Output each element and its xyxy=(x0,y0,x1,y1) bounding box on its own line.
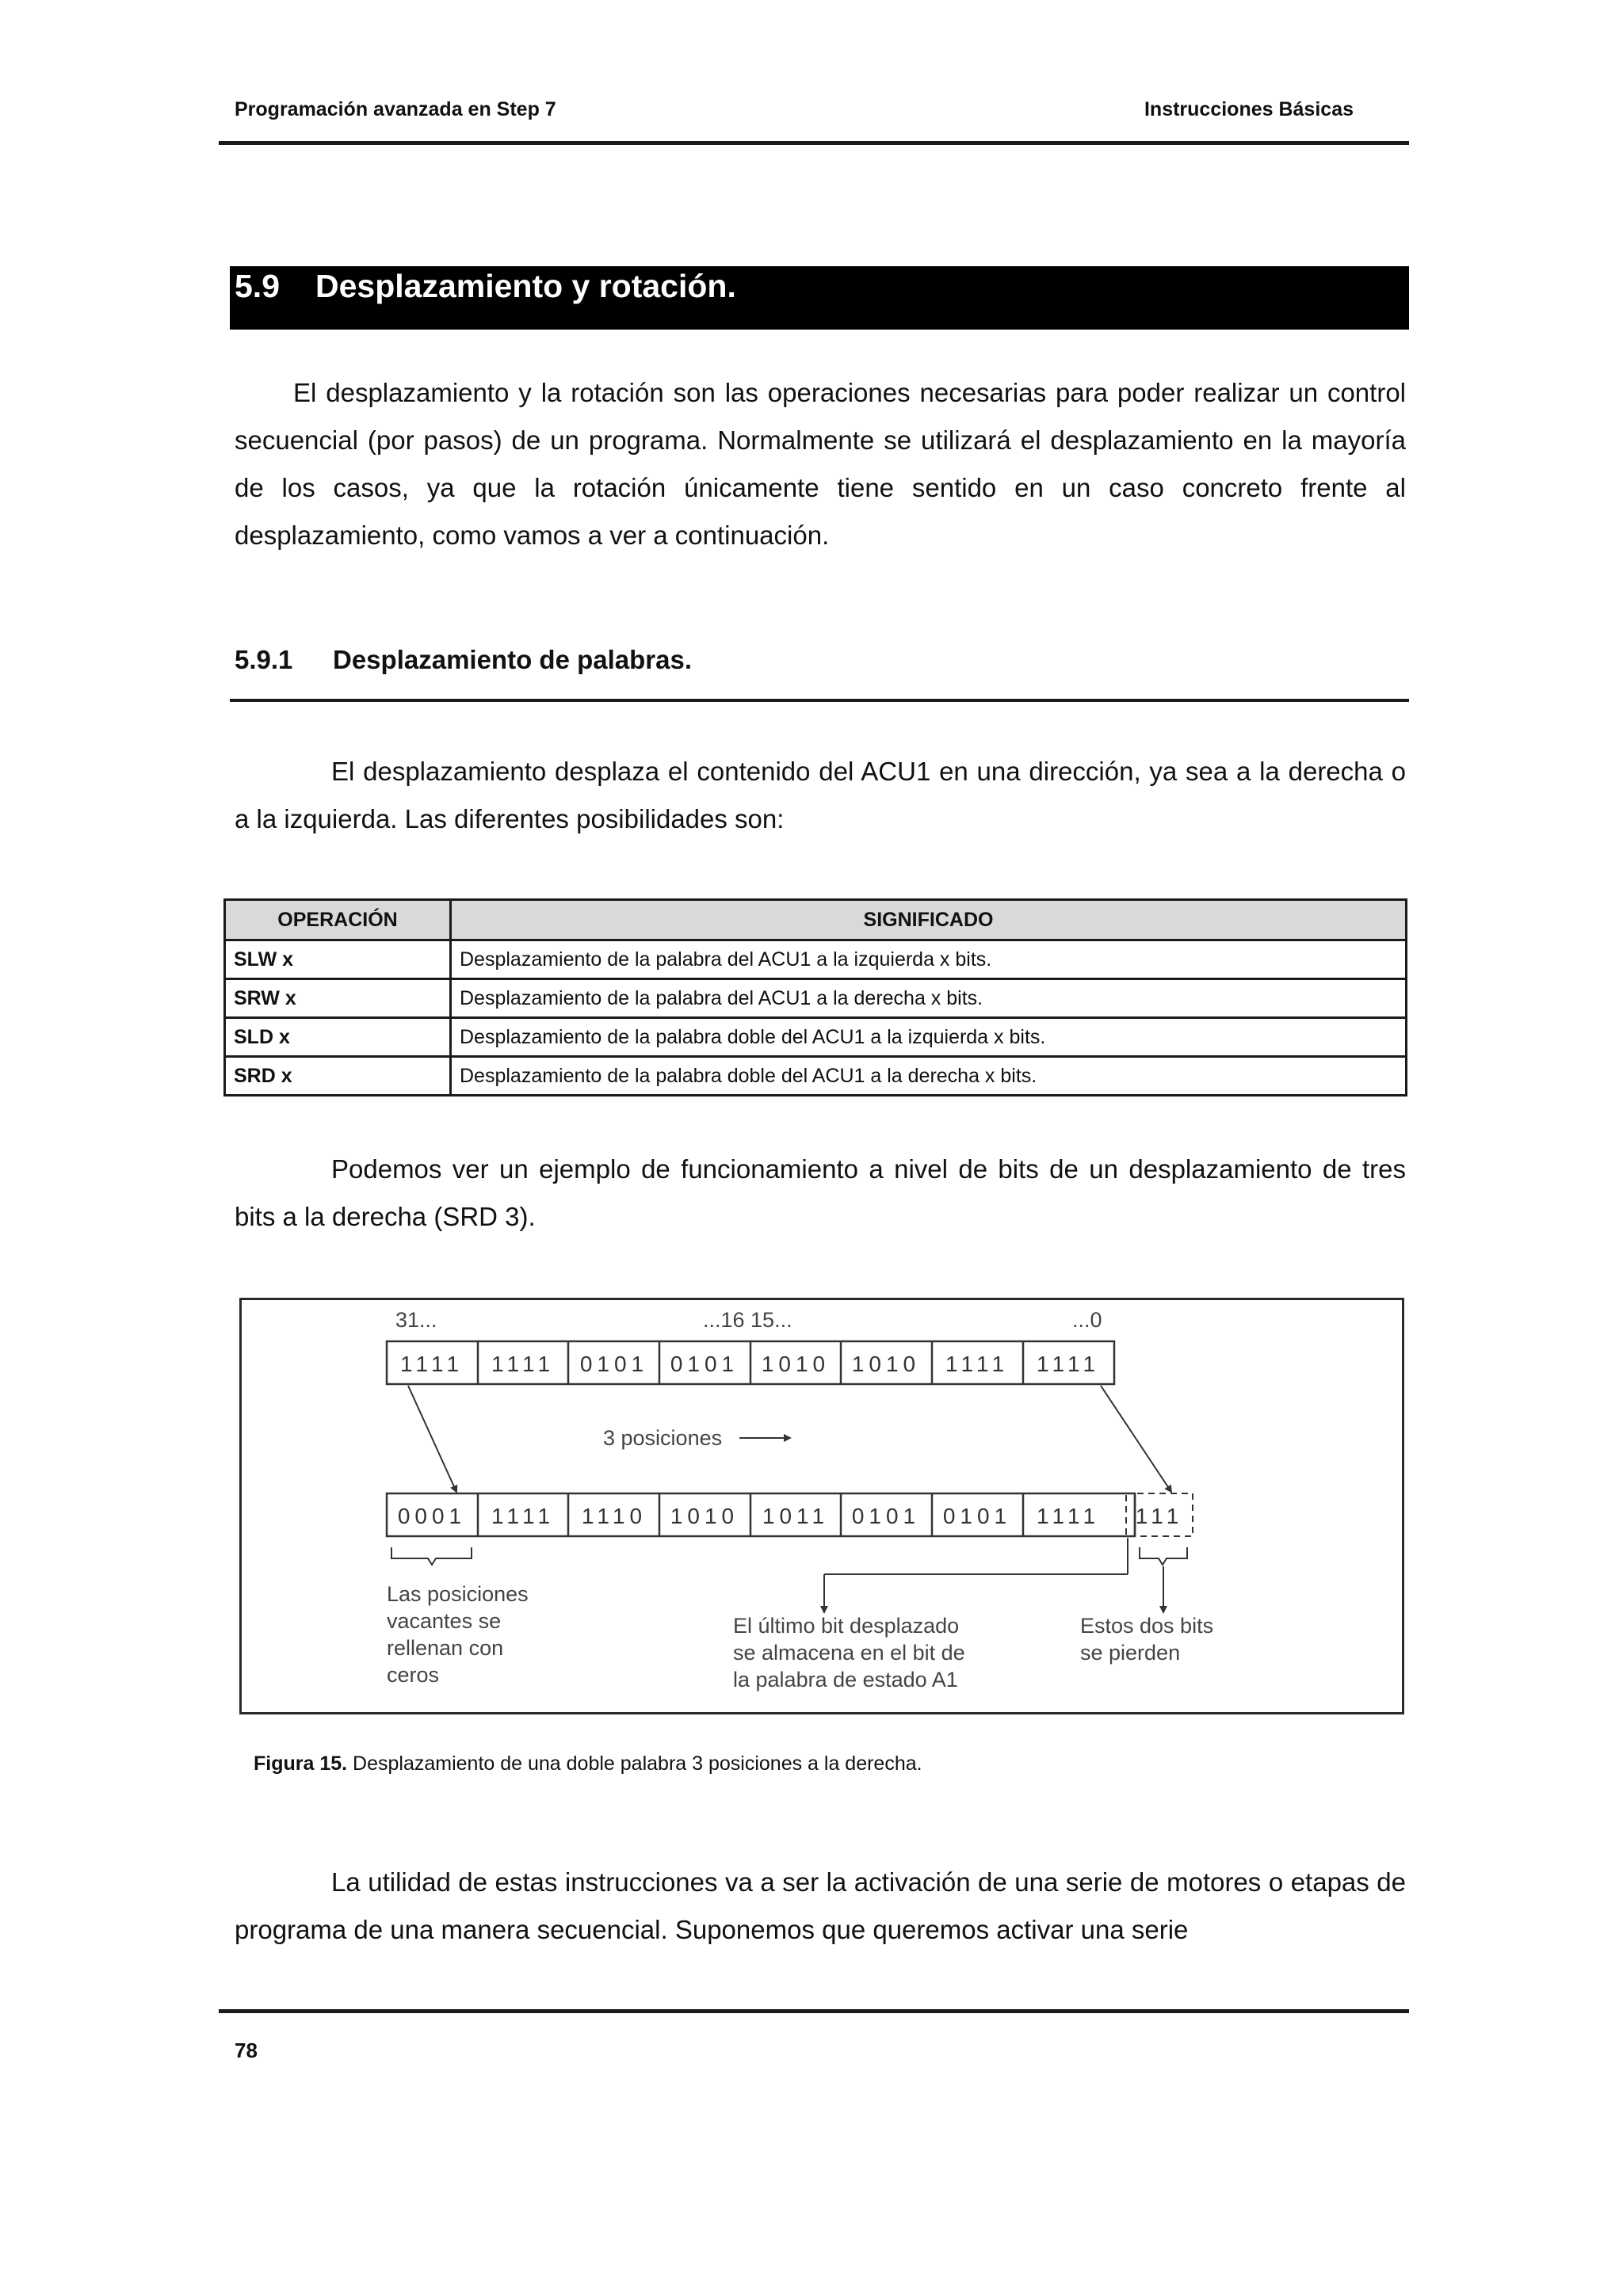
label-bit31: 31... xyxy=(395,1308,437,1332)
note-lost-line: Estos dos bits xyxy=(1080,1614,1214,1638)
page-footer xyxy=(219,2009,1409,2062)
top-nibble: 1111 xyxy=(491,1352,556,1376)
table-cell-operation: SRW x xyxy=(225,979,451,1018)
closing-paragraph xyxy=(235,1859,1406,1954)
example-paragraph-text: Podemos ver un ejemplo de funcionamiento a nivel de bits de un desplazamiento de tres bits a la derecha (SRD 3). xyxy=(235,1154,1406,1231)
section-number: 5.9 xyxy=(235,268,280,304)
lost-bits: 111 xyxy=(1135,1504,1184,1528)
table-header-operation: OPERACIÓN xyxy=(225,900,451,940)
bottom-register xyxy=(387,1493,1193,1536)
table-cell-operation: SRD x xyxy=(225,1057,451,1096)
note-vacant-line: ceros xyxy=(387,1663,440,1687)
top-nibble: 1010 xyxy=(851,1352,921,1376)
header-book-title: Programación avanzada en Step 7 xyxy=(235,98,556,120)
shift-label: 3 posiciones xyxy=(603,1426,723,1450)
label-bit0: ...0 xyxy=(1072,1308,1102,1332)
figure-caption xyxy=(254,1753,922,1775)
bottom-nibble: 0001 xyxy=(397,1504,467,1528)
bottom-nibble: 0101 xyxy=(851,1504,921,1528)
bottom-nibble: 0101 xyxy=(942,1504,1012,1528)
operations-table xyxy=(223,898,1407,1097)
closing-paragraph-text: La utilidad de estas instrucciones va a ser la activación de una serie de motores o etapas de programa de una manera secuencial. Suponemos que queremos activar una serie xyxy=(235,1867,1406,1944)
bottom-nibble: 1110 xyxy=(581,1504,647,1528)
caption-label: Figura 15. xyxy=(254,1753,348,1775)
top-nibble: 1111 xyxy=(399,1352,464,1376)
subsection-paragraph xyxy=(235,748,1406,843)
bottom-nibble: 1010 xyxy=(670,1504,739,1528)
top-nibble: 1111 xyxy=(1036,1352,1101,1376)
top-nibble: 1111 xyxy=(945,1352,1010,1376)
header-chapter-title: Instrucciones Básicas xyxy=(1144,98,1354,120)
right-shift-arrow xyxy=(1101,1386,1171,1492)
table-cell-meaning: Desplazamiento de la palabra doble del ACU1 a la derecha x bits. xyxy=(451,1057,1407,1096)
top-register xyxy=(387,1341,1114,1384)
table-row xyxy=(225,1057,1407,1096)
table-cell-operation: SLD x xyxy=(225,1018,451,1057)
section-heading xyxy=(230,266,1409,330)
page-header xyxy=(219,97,1409,145)
note-vacant-line: vacantes se xyxy=(387,1609,502,1633)
left-shift-arrow xyxy=(408,1386,456,1492)
subsection-title: Desplazamiento de palabras. xyxy=(333,645,692,674)
top-nibble: 1010 xyxy=(761,1352,831,1376)
top-nibble: 0101 xyxy=(670,1352,739,1376)
lost-bits-brace xyxy=(1140,1547,1187,1565)
label-bit16-15: ...16 15... xyxy=(703,1308,792,1332)
note-vacant-line: rellenan con xyxy=(387,1636,504,1660)
vacant-brace xyxy=(391,1547,472,1565)
subsection-heading xyxy=(230,639,1409,702)
table-row xyxy=(225,1018,1407,1057)
note-a1-line: El último bit desplazado xyxy=(733,1614,960,1638)
top-nibble: 0101 xyxy=(579,1352,649,1376)
table-header-meaning: SIGNIFICADO xyxy=(451,900,1407,940)
bottom-nibble: 1111 xyxy=(1036,1504,1101,1528)
table-row xyxy=(225,940,1407,979)
table-cell-operation: SLW x xyxy=(225,940,451,979)
example-paragraph xyxy=(235,1146,1406,1241)
note-a1-line: la palabra de estado A1 xyxy=(733,1668,958,1691)
caption-text: Desplazamiento de una doble palabra 3 posiciones a la derecha. xyxy=(347,1753,922,1775)
section-title: Desplazamiento y rotación. xyxy=(315,268,736,304)
table-row xyxy=(225,979,1407,1018)
note-lost-line: se pierden xyxy=(1080,1641,1181,1665)
bottom-nibble: 1011 xyxy=(762,1504,830,1528)
note-vacant-line: Las posiciones xyxy=(387,1582,529,1606)
table-cell-meaning: Desplazamiento de la palabra del ACU1 a la izquierda x bits. xyxy=(451,940,1407,979)
page-number: 78 xyxy=(235,2039,258,2062)
subsection-paragraph-text: El desplazamiento desplaza el contenido del ACU1 en una dirección, ya sea a la derecha o a la izquierda. Las diferentes posibilidades son: xyxy=(235,757,1406,833)
subsection-number: 5.9.1 xyxy=(235,645,293,674)
note-a1-line: se almacena en el bit de xyxy=(733,1641,965,1665)
intro-paragraph xyxy=(235,369,1406,559)
table-header-row xyxy=(225,900,1407,940)
table-cell-meaning: Desplazamiento de la palabra del ACU1 a la derecha x bits. xyxy=(451,979,1407,1018)
shift-diagram-svg xyxy=(242,1300,1402,1712)
bottom-nibble: 1111 xyxy=(491,1504,556,1528)
shift-diagram xyxy=(239,1298,1404,1714)
intro-paragraph-text: El desplazamiento y la rotación son las operaciones necesarias para poder realizar un control secuencial (por pasos) de un programa. Normalmente se utilizará el desplazamiento en la mayoría de los casos, ya que la rotación únicamente tiene sentido en un caso concreto frente al desplazamiento, como vamos a ver a continuación. xyxy=(235,378,1406,550)
table-cell-meaning: Desplazamiento de la palabra doble del ACU1 a la izquierda x bits. xyxy=(451,1018,1407,1057)
